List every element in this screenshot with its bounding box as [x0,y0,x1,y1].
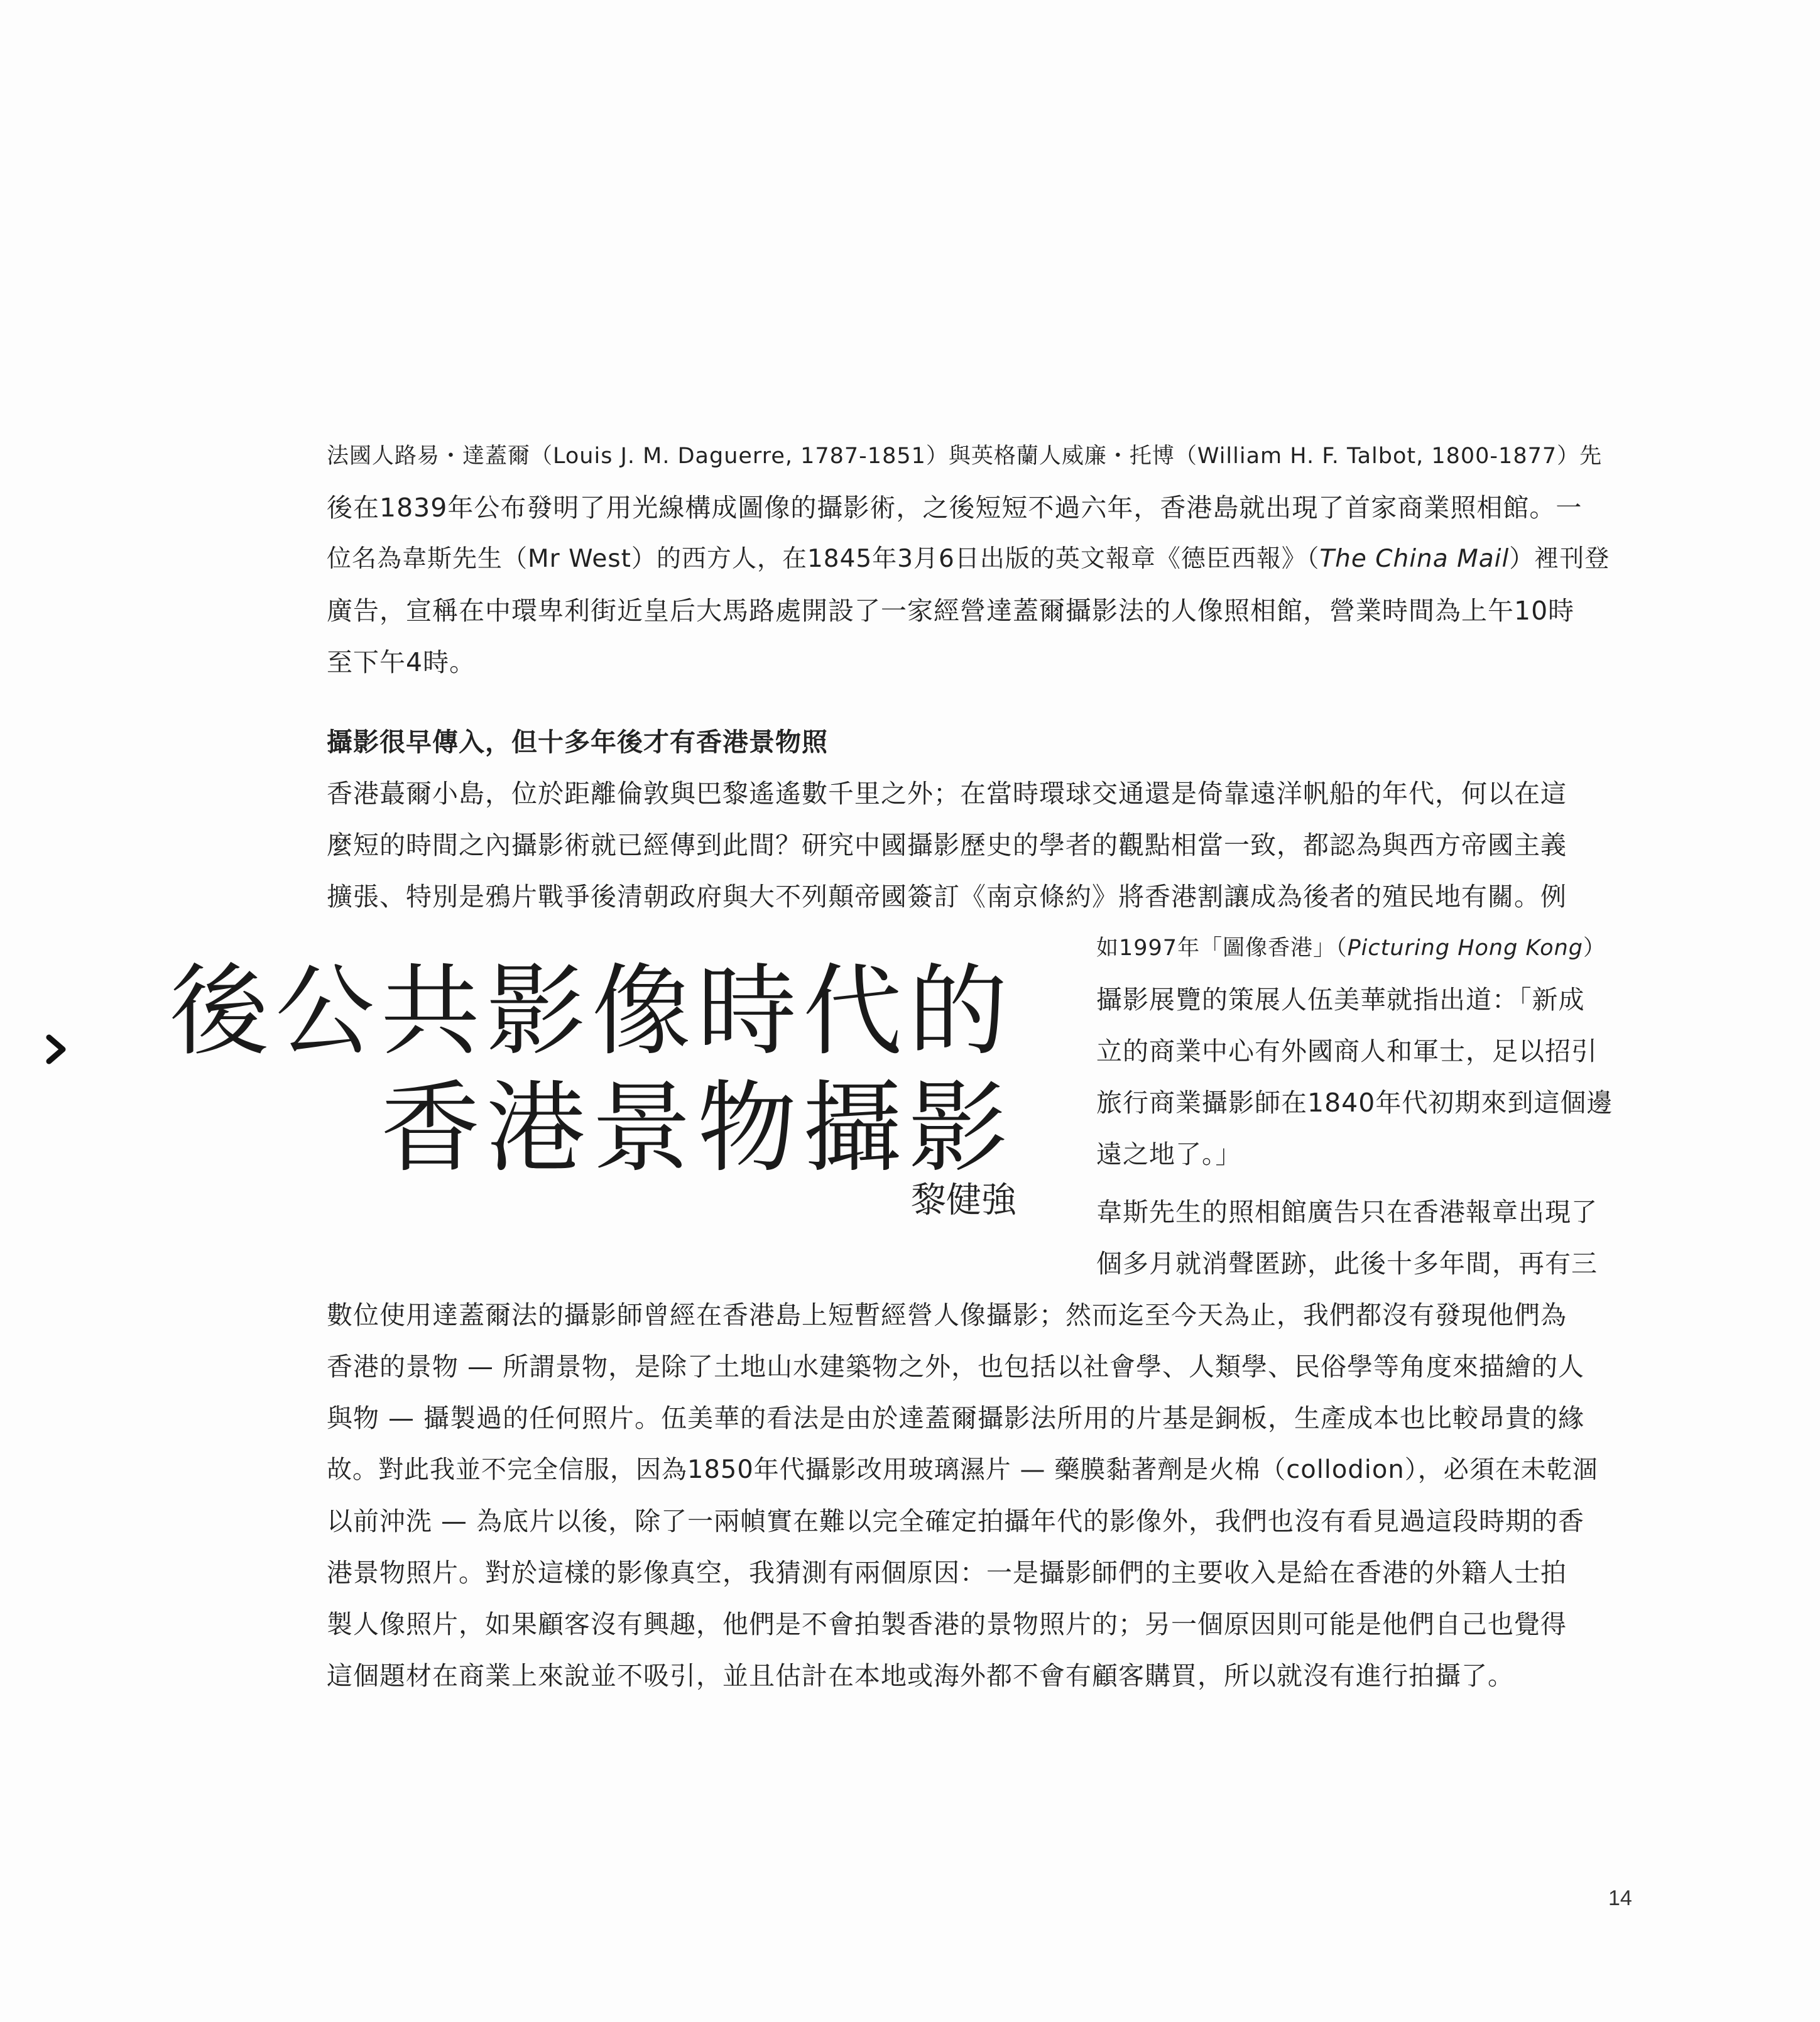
side-text: 如1997年「圖像香港」（ [1096,936,1348,961]
continuation-line: 與物 — 攝製過的任何照片。伍美華的看法是由於達蓋爾攝影法所用的片基是銅板，生產成本也比較昂貴的緣 [327,1403,1585,1433]
section-line: 擴張、特別是鴉片戰爭後清朝政府與大不列顛帝國簽訂《南京條約》將香港割讓成為後者的殖民地有關。例 [327,882,1567,912]
continuation-line: 港景物照片。對於這樣的影像真空，我猜測有兩個原因：一是攝影師們的主要收入是給在香港的外籍人士拍 [327,1558,1567,1588]
side-column-line: 旅行商業攝影師在1840年代初期來到這個邊 [1096,1088,1613,1118]
article-title-line-1: 後公共影像時代的 [170,954,1014,1069]
section-line: 麼短的時間之內攝影術就已經傳到此間？研究中國攝影歷史的學者的觀點相當一致，都認為與西方帝國主義 [327,830,1567,860]
side-text: ） [1583,936,1606,961]
newspaper-name: The China Mail [1319,545,1510,573]
page-number: 14 [1608,1886,1632,1910]
article-title-line-2: 香港景物攝影 [381,1071,1014,1186]
side-column-line: 韋斯先生的照相館廣告只在香港報章出現了 [1096,1197,1598,1227]
section-line: 香港蕞爾小島，位於距離倫敦與巴黎遙遙數千里之外；在當時環球交通還是倚靠遠洋帆船的年代，何以在這 [327,779,1567,809]
author-name: 黎健強 [911,1180,1016,1221]
intro-line: 廣告，宣稱在中環卑利街近皇后大馬路處開設了一家經營達蓋爾攝影法的人像照相館，營業時間為上午10時 [327,596,1575,626]
intro-line: 法國人路易・達蓋爾（Louis J. M. Daguerre, 1787-1851）與英格蘭人威廉・托博（William H. F. Talbot, 1800-1877）先 [327,444,1603,469]
continuation-line: 香港的景物 — 所謂景物，是除了土地山水建築物之外，也包括以社會學、人類學、民俗學等角度來描繪的人 [327,1352,1585,1382]
continuation-line: 故。對此我並不完全信服，因為1850年代攝影改用玻璃濕片 — 藥膜黏著劑是火棉（collodion），必須在未乾涸 [327,1455,1598,1484]
intro-line: 至下午4時。 [327,647,476,677]
side-column-line: 個多月就消聲匿跡，此後十多年間，再有三 [1096,1249,1598,1279]
exhibition-name: Picturing Hong Kong [1347,936,1583,961]
continuation-line: 以前沖洗 — 為底片以後，除了一兩幀實在難以完全確定拍攝年代的影像外，我們也沒有看見過這段時期的香 [327,1506,1585,1536]
continuation-line: 這個題材在商業上來說並不吸引，並且估計在本地或海外都不會有顧客購買，所以就沒有進行拍攝了。 [327,1661,1514,1691]
chevron-right-icon [44,1034,69,1065]
continuation-line: 數位使用達蓋爾法的攝影師曾經在香港島上短暫經營人像攝影；然而迄至今天為止，我們都沒有發現他們為 [327,1300,1567,1330]
continuation-line: 製人像照片，如果顧客沒有興趣，他們是不會拍製香港的景物照片的；另一個原因則可能是他們自己也覺得 [327,1609,1567,1639]
intro-text: ）裡刊登 [1509,545,1610,573]
section-heading: 攝影很早傳入，但十多年後才有香港景物照 [327,727,828,757]
side-column-line: 攝影展覽的策展人伍美華就指出道：「新成 [1096,985,1585,1015]
side-column-line: 遠之地了。」 [1096,1139,1242,1169]
intro-text: 位名為韋斯先生（Mr West）的西方人，在1845年3月6日出版的英文報章《德臣西報》（ [327,545,1320,573]
side-column-line: 立的商業中心有外國商人和軍士，足以招引 [1096,1036,1598,1066]
side-column-line [1096,932,1606,965]
intro-line [327,543,1610,576]
intro-line: 後在1839年公布發明了用光線構成圖像的攝影術，之後短短不過六年，香港島就出現了首家商業照相館。一 [327,493,1583,523]
